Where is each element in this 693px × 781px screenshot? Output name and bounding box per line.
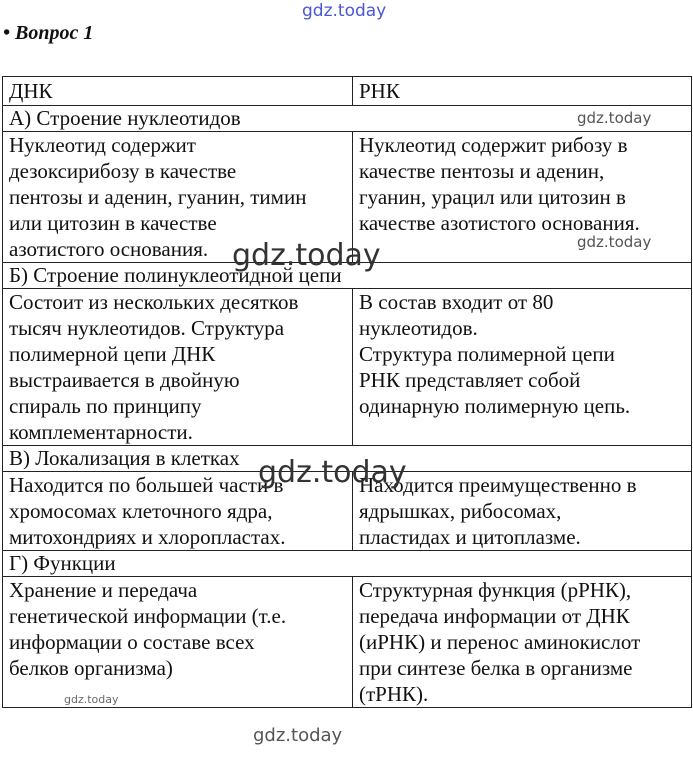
text-line: гуанин, урацил или цитозин в	[359, 185, 626, 209]
text-line: (иРНК) и перенос аминокислот	[359, 630, 641, 654]
text-line: комплементарности.	[9, 420, 193, 444]
text-line: информации о составе всех	[9, 630, 255, 654]
text-line: белков организма)	[9, 656, 173, 680]
text-line: Структура полимерной цепи	[359, 342, 615, 366]
text-line: Нуклеотид содержит	[9, 133, 196, 157]
text-line: Находится преимущественно в	[359, 473, 637, 497]
text-line: Находится по большей части в	[9, 473, 284, 497]
table-row	[3, 289, 692, 446]
text-line: передача информации от ДНК	[359, 604, 630, 628]
watermark: gdz.today	[577, 109, 652, 127]
header-dna: ДНК	[3, 77, 353, 106]
dna-cell	[3, 577, 353, 708]
text-line: ядрышках, рибосомах,	[359, 499, 562, 523]
text-line: качестве азотистого основания.	[359, 211, 640, 235]
text-line: нуклеотидов.	[359, 316, 478, 340]
watermark: gdz.today	[258, 455, 407, 490]
text-line: полимерной цепи ДНК	[9, 342, 216, 366]
section-title: Г) Функции	[3, 551, 692, 577]
rna-cell	[353, 577, 692, 708]
text-line: Структурная функция (рРНК),	[359, 578, 632, 602]
table-header-row	[3, 77, 692, 106]
text-line: митохондриях и хлоропластах.	[9, 525, 286, 549]
question-title: • Вопрос 1	[3, 22, 94, 44]
section-title: В) Локализация в клетках	[3, 446, 692, 472]
text-line: качестве пентозы и аденин,	[359, 159, 605, 183]
text-line: пентозы и аденин, гуанин, тимин	[9, 185, 307, 209]
text-line: В состав входит от 80	[359, 290, 554, 314]
text-line: (тРНК).	[359, 682, 429, 706]
text-line: одинарную полимерную цепь.	[359, 394, 631, 418]
section-title-row	[3, 551, 692, 577]
watermark: gdz.today	[232, 238, 381, 273]
rna-cell	[353, 289, 692, 446]
text-line: выстраивается в двойную	[9, 368, 240, 392]
text-line: Хранение и передача	[9, 578, 198, 602]
text-line: азотистого основания.	[9, 237, 209, 261]
table-row	[3, 577, 692, 708]
comparison-table	[2, 76, 692, 708]
text-line: или цитозин в качестве	[9, 211, 217, 235]
text-line: Нуклеотид содержит рибозу в	[359, 133, 628, 157]
text-line: генетической информации (т.е.	[9, 604, 287, 628]
watermark: gdz.today	[64, 693, 119, 706]
text-line: РНК представляет собой	[359, 368, 581, 392]
text-line: при синтезе белка в организме	[359, 656, 633, 680]
watermark-top: gdz.today	[302, 1, 387, 21]
text-line: Состоит из нескольких десятков	[9, 290, 299, 314]
text-line: спираль по принципу	[9, 394, 202, 418]
watermark: gdz.today	[253, 725, 343, 746]
text-line: хромосомах клеточного ядра,	[9, 499, 273, 523]
text-line: тысяч нуклеотидов. Структура	[9, 316, 285, 340]
watermark: gdz.today	[577, 233, 652, 251]
header-rna: РНК	[353, 77, 692, 106]
section-title: Б) Строение полинуклеотидной цепи	[3, 263, 692, 289]
section-title: А) Строение нуклеотидов	[3, 106, 692, 132]
text-line: пластидах и цитоплазме.	[359, 525, 581, 549]
text-line: дезоксирибозу в качестве	[9, 159, 237, 183]
dna-cell	[3, 289, 353, 446]
